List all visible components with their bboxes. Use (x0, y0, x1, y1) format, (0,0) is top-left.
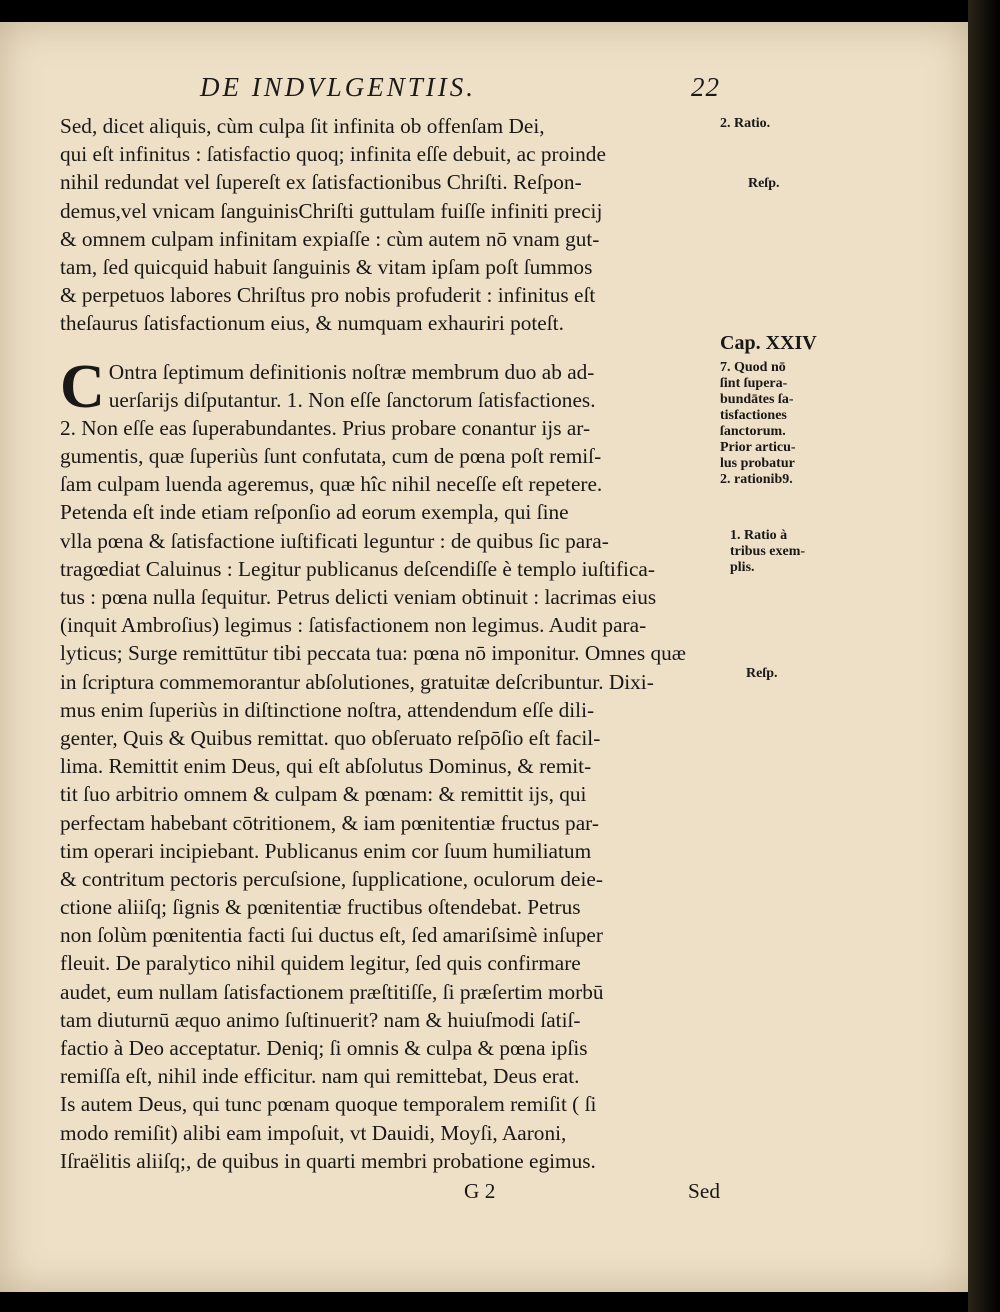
text-line: mus enim ſuperiùs in diſtinctione noſtra, attendendum eſſe dili- (60, 697, 595, 722)
text-line: tam, ſed quicquid habuit ſanguinis & vitam ipſam poſt ſummos (60, 254, 593, 279)
margin-note-line: 2. Ratio. (720, 116, 771, 131)
text-line: & contritum pectoris percuſsione, ſupplicatione, oculorum deie- (60, 866, 603, 891)
text-line: genter, Quis & Quibus remittat. quo obſeruato reſpōſio eſt facil- (60, 725, 601, 750)
margin-note-line: lus probatur (720, 456, 795, 471)
text-line: fleuit. De paralytico nihil quidem legitur, ſed quis confirmare (60, 951, 581, 976)
text-line: qui eſt infinitus : ſatisfactio quoq; infinita eſſe debuit, ac proinde (60, 142, 606, 167)
text-line: in ſcriptura commemorantur abſolutiones, gratuitæ deſcribuntur. Dixi- (60, 669, 654, 694)
margin-note-line: 7. Quod nō (720, 360, 786, 375)
margin-note-line: tribus exem- (730, 544, 806, 559)
paragraph-1 (60, 112, 720, 338)
margin-note (720, 116, 770, 132)
text-line: (inquit Ambroſius) legimus : ſatisfactionem non legimus. Audit para- (60, 613, 647, 638)
margin-note-line: Prior articu- (720, 440, 796, 455)
margin-note-line: plis. (730, 560, 755, 575)
text-line: tragœdiat Caluinus : Legitur publicanus deſcendiſſe è templo iuſtifica- (60, 556, 655, 581)
paragraph-2 (60, 352, 720, 1175)
text-line: tam diuturnū æquo animo ſuſtinuerit? nam & huiuſmodi ſatiſ- (60, 1007, 581, 1032)
text-line: factio à Deo acceptatur. Deniq; ſi omnis & culpa & pœna ipſis (60, 1036, 588, 1060)
margin-chapter-heading (720, 332, 817, 354)
text-line: tit ſuo arbitrio omnem & culpam & pœnam: & remittit ijs, qui (60, 782, 587, 807)
text-line: tim operari incipiebant. Publicanus enim cor ſuum humiliatum (60, 838, 592, 863)
text-line: non ſolùm pœnitentia facti ſui ductus eſt, ſed amariſsimè inſuper (60, 923, 603, 948)
text-line: lima. Remittit enim Deus, qui eſt abſolutus Dominus, & remit- (60, 754, 592, 779)
text-line: ctione aliiſq; ſignis & pœnitentiæ fructibus oſtendebat. Petrus (60, 895, 581, 920)
page-footer (60, 1175, 720, 1207)
margin-note-line: bundātes ſa- (720, 392, 794, 407)
margin-note-line: Reſp. (746, 666, 778, 681)
margin-note (730, 528, 805, 576)
text-line: tus : pœna nulla ſequitur. Petrus delicti veniam obtinuit : lacrimas eius (60, 585, 657, 609)
main-text (60, 112, 720, 1207)
text-line: audet, eum nullam ſatisfactionem præſtitiſſe, ſi præſertim morbū (60, 979, 604, 1004)
page-number: 22 (691, 72, 720, 102)
text-line: perfectam habebant cōtritionem, & iam pœnitentiæ fructus par- (60, 810, 599, 835)
margin-note (746, 666, 778, 682)
header-title: DE INDVLGENTIIS. (200, 72, 476, 102)
text-line: & omnem culpam infinitam expiaſſe : cùm autem nō vnam gut- (60, 226, 600, 251)
text-line: lyticus; Surge remittūtur tibi peccata tua: pœna nō imponitur. Omnes quæ (60, 641, 686, 666)
margin-note-line: 2. rationib9. (720, 472, 793, 487)
text-line: uerſarijs diſputantur. 1. Non eſſe ſanctorum ſatisfactiones. (108, 387, 596, 412)
text-line: & perpetuos labores Chriſtus pro nobis profuderit : infinitus eſt (60, 283, 596, 308)
text-line: gumentis, quæ ſuperiùs ſunt confutata, cum de pœna poſt remiſ- (60, 444, 602, 469)
margin-note-line: 1. Ratio à (730, 528, 788, 543)
text-line: Sed, dicet aliquis, cùm culpa ſit infinita ob offenſam Dei, (60, 114, 545, 138)
text-line: remiſſa eſt, nihil inde efficitur. nam qui remittebat, Deus erat. (60, 1064, 580, 1089)
margin-note-line: Cap. XXIV (720, 332, 817, 354)
margin-note-line: ſint ſupera- (720, 376, 788, 391)
margin-note (720, 360, 796, 488)
text-line: vlla pœna & ſatisfactione iuſtificati leguntur : de quibus ſic para- (60, 528, 609, 553)
text-line: Is autem Deus, qui tunc pœnam quoque temporalem remiſit ( ſi (60, 1092, 597, 1117)
page-edge-shadow (968, 0, 1000, 1312)
text-line: Iſraëlitis aliiſq;, de quibus in quarti membri probatione egimus. (60, 1148, 596, 1173)
signature-mark: G 2 (464, 1178, 496, 1203)
text-line: 2. Non eſſe eas ſuperabundantes. Prius probare conantur ijs ar- (60, 415, 591, 440)
margin-note-line: tisfactiones (720, 408, 787, 423)
margin-note (748, 176, 780, 192)
text-line: Ontra ſeptimum definitionis noſtræ membrum duo ab ad- (108, 359, 595, 384)
text-line: Petenda eſt inde etiam reſponſio ad eorum exempla, qui ſine (60, 500, 569, 525)
text-line: nihil redundat vel ſupereſt ex ſatisfactionibus Chriſti. Reſpon- (60, 170, 582, 195)
margin-note-line: Reſp. (748, 176, 780, 191)
catchword: Sed (688, 1178, 720, 1203)
text-line: theſaurus ſatisfactionum eius, & numquam exhauriri poteſt. (60, 311, 564, 336)
running-header (200, 72, 720, 112)
text-line: demus,vel vnicam ſanguinisChriſti guttulam fuiſſe infiniti precij (60, 198, 603, 223)
text-line: modo remiſit) alibi eam impoſuit, vt Dauidi, Moyſi, Aaroni, (60, 1120, 567, 1145)
margin-note-line: ſanctorum. (720, 424, 786, 439)
drop-cap: C (60, 352, 105, 421)
text-line: ſam culpam luenda ageremus, quæ hîc nihil neceſſe eſt repetere. (60, 472, 603, 497)
